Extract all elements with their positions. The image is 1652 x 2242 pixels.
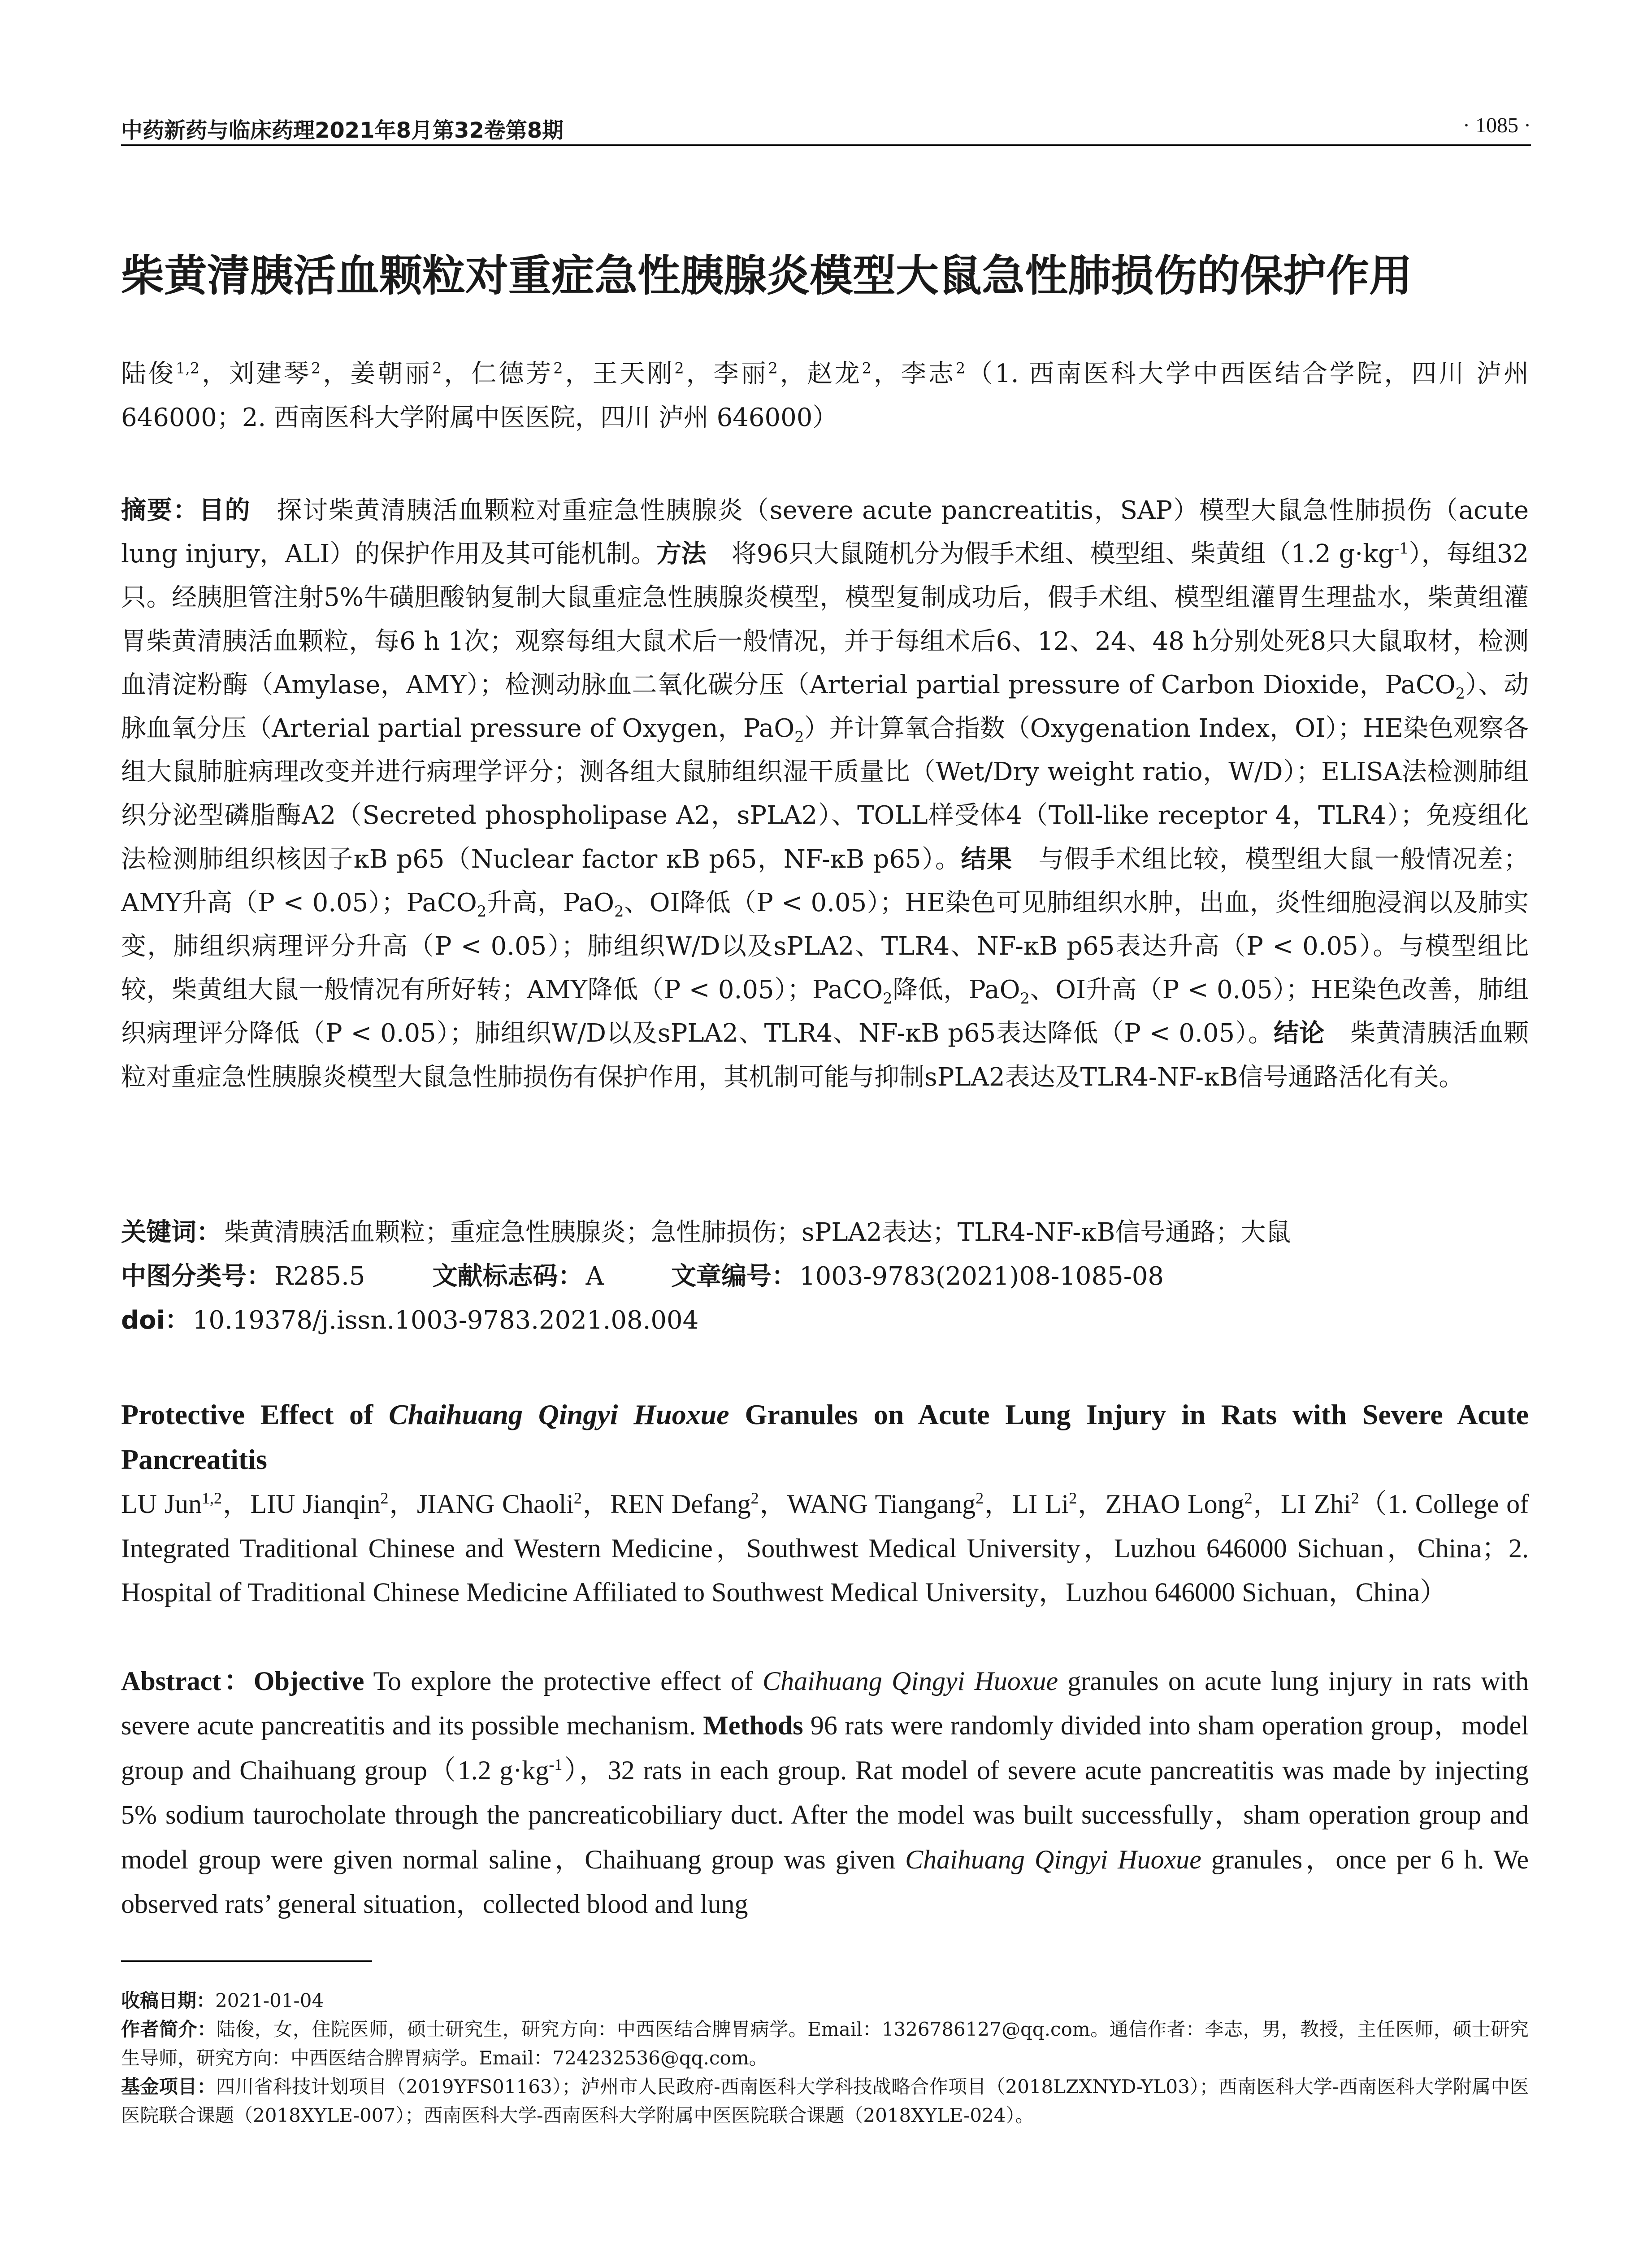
conclusion-text: 柴黄清胰活血颗粒对重症急性胰腺炎模型大鼠急性肺损伤有保护作用，其机制可能与抑制sPLA2表达及TLR4-NF-κB信号通路活化有关。 [121,1019,1529,1092]
author-en: LI Li$^2$ [1012,1489,1077,1519]
clc-number: 中图分类号： R285.5 [121,1262,365,1291]
results-label: 结果 [961,844,1013,874]
footnote-funding: 基金项目：四川省科技计划项目（2019YFS01163）；泸州市人民政府-西南医科大学科技战略合作项目（2018LZXNYD-YL03）；西南医科大学-西南医科大学附属中医医院联合课题（2018XYLE-007）；西南医科大学-西南医科大学附属中医医院联合课题（2018XYLE-024）。 [121,2076,1529,2126]
objective-text: 探讨柴黄清胰活血颗粒对重症急性胰腺炎（severe acute pancreatitis，SAP）模型大鼠急性肺损伤（acute lung injury，ALI）的保护作用及其可能机制。 [121,496,1529,569]
author-cn: 姜朝丽$^2$ [350,359,442,388]
running-header [121,113,1531,144]
abstract-label: 摘要： [121,496,199,525]
authors-cn: 陆俊$^{1,2}$，刘建琴$^2$，姜朝丽$^2$，仁德芳$^2$，王天刚$^2$，李丽$^2$，赵龙$^2$，李志$^2$（1. 西南医科大学中西医结合学院，四川 泸州 646000；2. 西南医科大学附属中医医院，四川 泸州 646000） [121,359,1529,432]
author-en: WANG Tiangang$^2$ [787,1489,984,1519]
document-code: 文献标志码： A [432,1262,604,1291]
abstract-cn: 摘要：目的 探讨柴黄清胰活血颗粒对重症急性胰腺炎（severe acute pancreatitis，SAP）模型大鼠急性肺损伤（acute lung injury，ALI）的保护作用及其可能机制。方法 将96只大鼠随机分为假手术组、模型组、柴黄组（1.2 $g\cdot kg^{-1}$），每组32只。经胰胆管注射5%牛磺胆酸钠复制大鼠重症急性胰腺炎模型，模型复制成功后，假手术组、模型组灌胃生理盐水，柴黄组灌胃柴黄清胰活血颗粒，每6 h 1次；观察每组大鼠术后一般情况，并于每组术后6、12、24、48 h分别处死8只大鼠取材，检测血清淀粉酶（Amylase，AMY）；检测动脉血二氧化碳分压（Arterial partial pressure of Carbon Dioxide，PaCO$_2$）、动脉血氧分压（Arterial partial pressure of Oxygen，PaO$_2$）并计算氧合指数（Oxygenation Index，OI）；HE染色观察各组大鼠肺脏病理改变并进行病理学评分；测各组大鼠肺组织湿干质量比（Wet/Dry weight ratio，W/D）；ELISA法检测肺组织分泌型磷脂酶A2（Secreted phospholipase A2，sPLA2）、TOLL样受体4（Toll-like receptor 4，TLR4）；免疫组化法检测肺组织核因子κB p65（Nuclear factor κB p65，NF-κB p65）。结果 与假手术组比较，模型组大鼠一般情况差；AMY升高（P < 0.05）；PaCO$_2$升高，PaO$_2$、OI降低（P < 0.05）；HE染色可见肺组织水肿，出血，炎性细胞浸润以及肺实变，肺组织病理评分升高（P < 0.05）；肺组织W/D以及sPLA2、TLR4、NF-κB p65表达升高（P < 0.05）。与模型组比较，柴黄组大鼠一般情况有所好转；AMY降低（P < 0.05）；PaCO$_2$降低，PaO$_2$、OI升高（P < 0.05）；HE染色改善，肺组织病理评分降低（P < 0.05）；肺组织W/D以及sPLA2、TLR4、NF-κB p65表达降低（P < 0.05）。结论 柴黄清胰活血颗粒对重症急性胰腺炎模型大鼠急性肺损伤有保护作用，其机制可能与抑制sPLA2表达及TLR4-NF-κB信号通路活化有关。 [121,496,1529,1092]
methods-label: 方法 [656,539,707,569]
author-en: LI Zhi$^2$ [1281,1489,1359,1519]
affiliations-cn: （1. 西南医科大学中西医结合学院，四川 泸州 646000；2. 西南医科大学附属中医医院，四川 泸州 646000） [121,359,1529,432]
author-cn: 赵龙$^2$ [807,359,872,388]
doi-value: 10.19378/j.issn.1003-9783.2021.08.004 [192,1306,699,1335]
journal-name: 中药新药与临床药理2021年8月第32卷第8期 [121,118,564,143]
author-cn: 陆俊$^{1,2}$ [121,359,200,388]
objective-label: 目的 [199,496,251,525]
author-cn: 李丽$^2$ [713,359,778,388]
author-cn: 仁德芳$^2$ [471,359,563,388]
author-en: ZHAO Long$^2$ [1105,1489,1253,1519]
footnote-rule [121,1960,372,1962]
conclusion-label: 结论 [1274,1019,1325,1048]
footnote-received: 收稿日期：2021-01-04 [121,1990,324,2012]
classification-row [121,1255,1529,1299]
author-cn: 刘建琴$^2$ [229,359,321,388]
article-title-en: Protective Effect of Chaihuang Qingyi Huoxue Granules on Acute Lung Injury in Rats with Severe Acute Pancreatitis [121,1399,1529,1475]
objective-en-label: Objective [253,1666,364,1696]
author-cn: 王天刚$^2$ [592,359,684,388]
author-cn: 李志$^2$ [901,359,966,388]
author-en: LU Jun$^{1,2}$ [121,1489,222,1519]
author-en: JIANG Chaoli$^2$ [416,1489,582,1519]
article-number: 文章编号： 1003-9783(2021)08-1085-08 [671,1262,1164,1291]
header-rule [121,144,1531,146]
methods-en-label: Methods [703,1711,803,1741]
authors-en: LU Jun$^{1,2}$，LIU Jianqin$^2$，JIANG Chaoli$^2$，REN Defang$^2$，WANG Tiangang$^2$，LI Li$^2$，ZHAO Long$^2$，LI Zhi$^2$（1. College of Integrated Traditional Chinese and Western Medicine，Southwest Medical University，Luzhou 646000 Sichuan，China；2. Hospital of Traditional Chinese Medicine Affiliated to Southwest Medical University，Luzhou 646000 Sichuan，China） [121,1489,1529,1607]
keywords-cn: 关键词： 柴黄清胰活血颗粒；重症急性胰腺炎；急性肺损伤；sPLA2表达；TLR4-NF-κB信号通路；大鼠 [121,1218,1291,1247]
abstract-en-label: Abstract： [121,1666,254,1696]
author-en: LIU Jianqin$^2$ [250,1489,389,1519]
doi: doi： 10.19378/j.issn.1003-9783.2021.08.004 [121,1306,699,1335]
footnote-author-info: 作者简介：陆俊，女，住院医师，硕士研究生，研究方向：中西医结合脾胃病学。Email：1326786127@qq.com。通信作者：李志，男，教授，主任医师，硕士研究生导师，研究方向：中西医结合脾胃病学。Email：724232536@qq.com。 [121,2018,1529,2069]
affiliations-en: （1. College of Integrated Traditional Chinese and Western Medicine，Southwest Medical University，Luzhou 646000 Sichuan，China；2. Hospital of Traditional Chinese Medicine Affiliated to Southwest Medical University，Luzhou 646000 Sichuan，China） [121,1489,1529,1607]
author-en: REN Defang$^2$ [610,1489,759,1519]
abstract-en: Abstract：Objective To explore the protective effect of Chaihuang Qingyi Huoxue granules on acute lung injury in rats with severe acute pancreatitis and its possible mechanism. Methods 96 rats were randomly divided into sham operation group，model group and Chaihuang group（1.2 $g\cdot kg^{-1}$），32 rats in each group. Rat model of severe acute pancreatitis was made by injecting 5% sodium taurocholate through the pancreaticobiliary duct. After the model was built successfully，sham operation group and model group were given normal saline，Chaihuang group was given Chaihuang Qingyi Huoxue granules，once per 6 h. We observed rats’ general situation，collected blood and lung [121,1666,1529,1919]
keywords-value: 柴黄清胰活血颗粒；重症急性胰腺炎；急性肺损伤；sPLA2表达；TLR4-NF-κB信号通路；大鼠 [224,1218,1291,1247]
article-title: 柴黄清胰活血颗粒对重症急性胰腺炎模型大鼠急性肺损伤的保护作用 [121,251,1412,301]
page-number: · 1085 · [1463,113,1531,137]
